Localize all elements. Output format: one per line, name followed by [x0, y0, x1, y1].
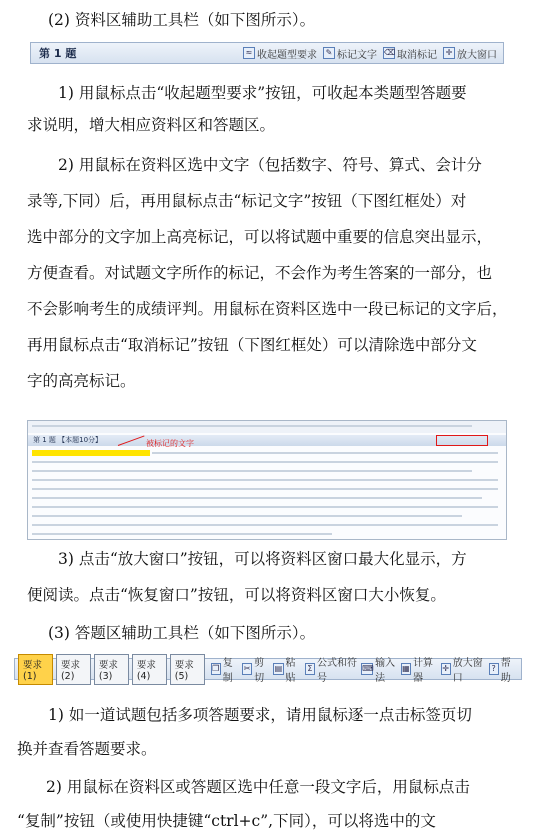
paste-button[interactable]: ▤ 粘贴 [274, 658, 296, 684]
paragraph-2-line-5: 不会影响考生的成绩评判。用鼠标在资料区选中一段已标记的文字后， [27, 300, 508, 318]
paragraph-4-line-2: 换并查看答题要求。 [17, 740, 157, 758]
screenshot-instructions-bar [28, 421, 506, 433]
collapse-requirements-button[interactable]: ≈ 收起题型要求 [243, 46, 317, 61]
paragraph-2-line-3: 选中部分的文字加上高亮标记，可以将试题中重要的信息突出显示， [27, 228, 493, 246]
tab-requirement-3[interactable]: 要求(3) [94, 654, 129, 685]
tab-requirement-1[interactable]: 要求(1) [18, 654, 53, 685]
paragraph-2-line-2: 录等,下同）后，再用鼠标点击“标记文字”按钮（下图红框处）对 [27, 192, 467, 210]
help-button[interactable]: ? 帮助 [489, 654, 517, 684]
collapse-icon: ≈ [243, 47, 255, 59]
screenshot-annotation: 被标记的文字 [146, 439, 194, 448]
enlarge-window-button-2[interactable]: ✛ 放大窗口 [442, 658, 483, 684]
paragraph-1-line-1: 1) 用鼠标点击“收起题型要求”按钮，可收起本类题型答题要 [58, 84, 467, 102]
tab-requirement-4[interactable]: 要求(4) [132, 654, 167, 685]
section-heading-2: (2) 资料区辅助工具栏（如下图所示）。 [48, 11, 316, 29]
paragraph-1-line-2: 求说明，增大相应资料区和答题区。 [27, 116, 276, 134]
eraser-icon: ⌫ [384, 48, 396, 57]
keyboard-icon: ⌨ [362, 664, 374, 673]
section-heading-3: (3) 答题区辅助工具栏（如下图所示）。 [48, 624, 316, 642]
mark-text-button[interactable]: ✎ 标记文字 [323, 46, 377, 61]
answer-toolbar [14, 658, 522, 684]
paragraph-2-line-7: 字的高亮标记。 [27, 372, 136, 390]
enlarge-icon: ✛ [443, 47, 455, 59]
enlarge-window-button[interactable]: ✛ 放大窗口 [443, 46, 497, 61]
sigma-icon: Σ [305, 663, 315, 675]
question-number: 第 1 题 [39, 47, 77, 60]
calculator-icon: ▦ [402, 664, 410, 673]
material-area-screenshot [27, 420, 507, 540]
paragraph-2-line-4: 方便查看。对试题文字所作的标记，不会作为考生答案的一部分，也 [27, 264, 493, 282]
cut-button[interactable]: ✂ 剪切 [243, 658, 265, 684]
highlighted-text-sample [32, 450, 150, 456]
unmark-text-button[interactable]: ⌫ 取消标记 [384, 48, 437, 61]
screenshot-question-header: 第 1 题 【本题10分】 [33, 436, 103, 444]
enlarge-icon: ✛ [442, 664, 449, 673]
material-toolbar [30, 42, 504, 64]
paragraph-3-line-1: 3) 点击“放大窗口”按钮，可以将资料区窗口最大化显示，方 [58, 550, 467, 568]
tab-requirement-5[interactable]: 要求(5) [170, 654, 205, 685]
input-method-button[interactable]: ⌨ 输入法 [362, 658, 396, 684]
scissors-icon: ✂ [243, 664, 251, 673]
paragraph-3-line-2: 便阅读。点击“恢复窗口”按钮，可以将资料区窗口大小恢复。 [27, 586, 446, 604]
calculator-button[interactable]: ▦ 计算器 [402, 658, 434, 684]
paragraph-4-line-1: 1) 如一道试题包括多项答题要求，请用鼠标逐一点击标签页切 [48, 706, 472, 724]
screenshot-toolbar-highlight [436, 435, 488, 446]
highlight-icon: ✎ [323, 47, 335, 59]
help-icon: ? [489, 663, 499, 675]
copy-icon: ❐ [212, 664, 220, 673]
paragraph-5-line-1: 2) 用鼠标在资料区或答题区选中任意一段文字后，用鼠标点击 [46, 778, 470, 796]
formula-symbol-button[interactable]: Σ 公式和符号 [305, 654, 358, 684]
paste-icon: ▤ [274, 664, 283, 673]
copy-button[interactable]: ❐ 复制 [212, 658, 233, 684]
paragraph-2-line-1: 2) 用鼠标在资料区选中文字（包括数字、符号、算式、会计分 [58, 156, 482, 174]
tab-requirement-2[interactable]: 要求(2) [56, 654, 91, 685]
paragraph-2-line-6: 再用鼠标点击“取消标记”按钮（下图红框处）可以清除选中部分文 [27, 336, 477, 354]
paragraph-5-line-2: “复制”按钮（或使用快捷键“ctrl+c”,下同），可以将选中的文 [17, 812, 436, 830]
